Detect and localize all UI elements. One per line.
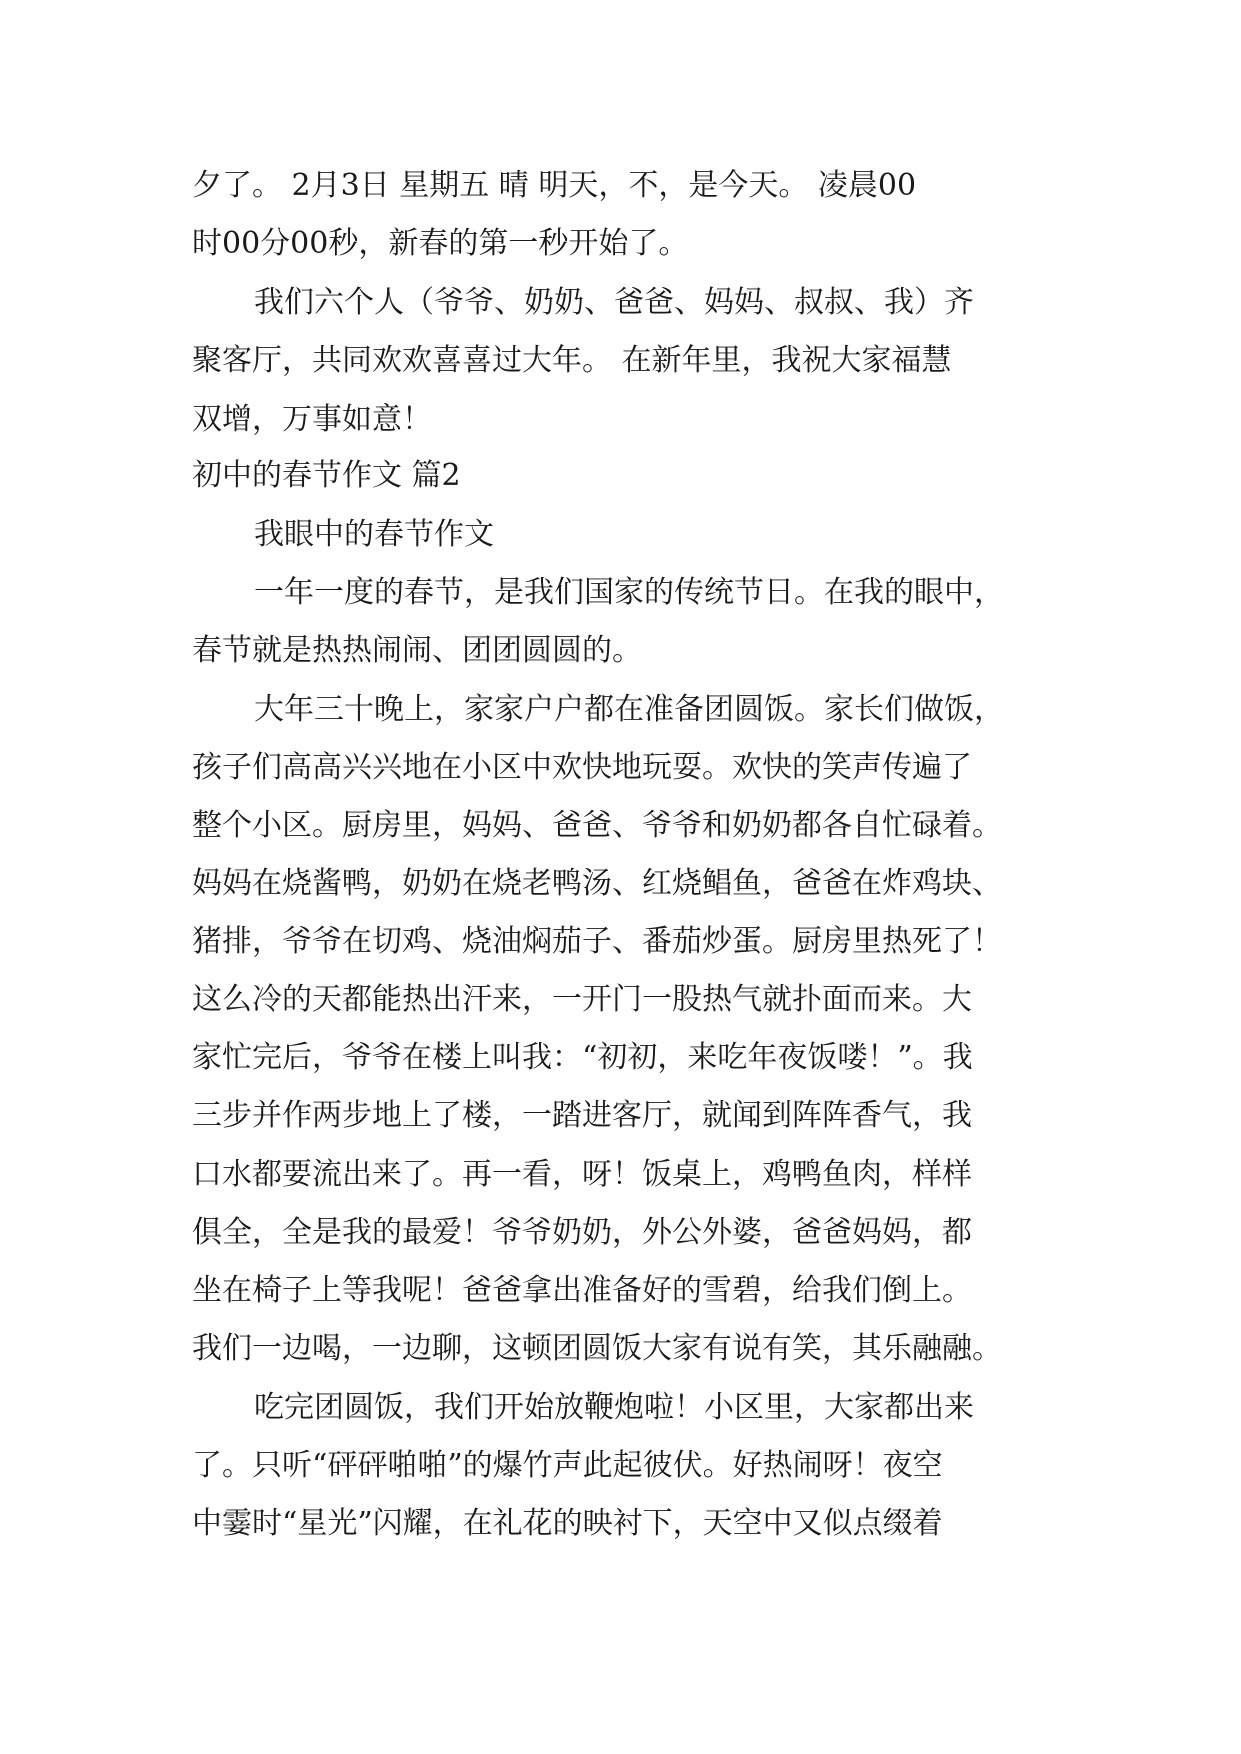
text-line: 夕了。 2月3日 星期五 晴 明天，不，是今天。 凌晨00	[192, 168, 917, 203]
text-line: 时00分00秒，新春的第一秒开始了。	[192, 226, 689, 261]
text-line: 吃完团圆饭，我们开始放鞭炮啦！小区里，大家都出来	[254, 1390, 974, 1425]
text-line: 我们一边喝，一边聊，这顿团圆饭大家有说有笑，其乐融融。	[192, 1331, 1002, 1366]
text-line: 家忙完后，爷爷在楼上叫我：“初初，来吃年夜饭喽！”。我	[192, 1040, 973, 1075]
article-title: 我眼中的春节作文	[254, 517, 494, 552]
text-line: 春节就是热热闹闹、团团圆圆的。	[192, 633, 642, 668]
text-line: 双增，万事如意！	[192, 402, 432, 437]
text-line: 猪排，爷爷在切鸡、烧油焖茄子、番茄炒蛋。厨房里热死了！	[192, 924, 1002, 959]
text-line: 坐在椅子上等我呢！爸爸拿出准备好的雪碧，给我们倒上。	[192, 1273, 972, 1308]
text-line: 俱全，全是我的最爱！爷爷奶奶，外公外婆，爸爸妈妈，都	[192, 1215, 972, 1250]
text-line: 整个小区。厨房里，妈妈、爸爸、爷爷和奶奶都各自忙碌着。	[192, 808, 1002, 843]
text-line: 我们六个人（爷爷、奶奶、爸爸、妈妈、叔叔、我）齐	[254, 285, 974, 320]
text-line: 孩子们高高兴兴地在小区中欢快地玩耍。欢快的笑声传遍了	[192, 750, 972, 785]
text-line: 了。只听“砰砰啪啪”的爆竹声此起彼伏。好热闹呀！夜空	[192, 1448, 943, 1483]
text-line: 口水都要流出来了。再一看，呀！饭桌上，鸡鸭鱼肉，样样	[192, 1157, 972, 1192]
section-heading: 初中的春节作文 篇2	[192, 458, 461, 493]
text-line: 大年三十晚上，家家户户都在准备团圆饭。家长们做饭，	[254, 692, 1004, 727]
text-line: 中霎时“星光”闪耀，在礼花的映衬下，天空中又似点缀着	[192, 1506, 943, 1541]
text-line: 聚客厅，共同欢欢喜喜过大年。 在新年里，我祝大家福慧	[192, 343, 952, 378]
text-line: 妈妈在烧酱鸭，奶奶在烧老鸭汤、红烧鲳鱼，爸爸在炸鸡块、	[192, 866, 1002, 901]
text-line: 这么冷的天都能热出汗来，一开门一股热气就扑面而来。大	[192, 982, 972, 1017]
text-line: 一年一度的春节，是我们国家的传统节日。在我的眼中，	[254, 575, 1004, 610]
text-line: 三步并作两步地上了楼，一踏进客厅，就闻到阵阵香气，我	[192, 1098, 972, 1133]
